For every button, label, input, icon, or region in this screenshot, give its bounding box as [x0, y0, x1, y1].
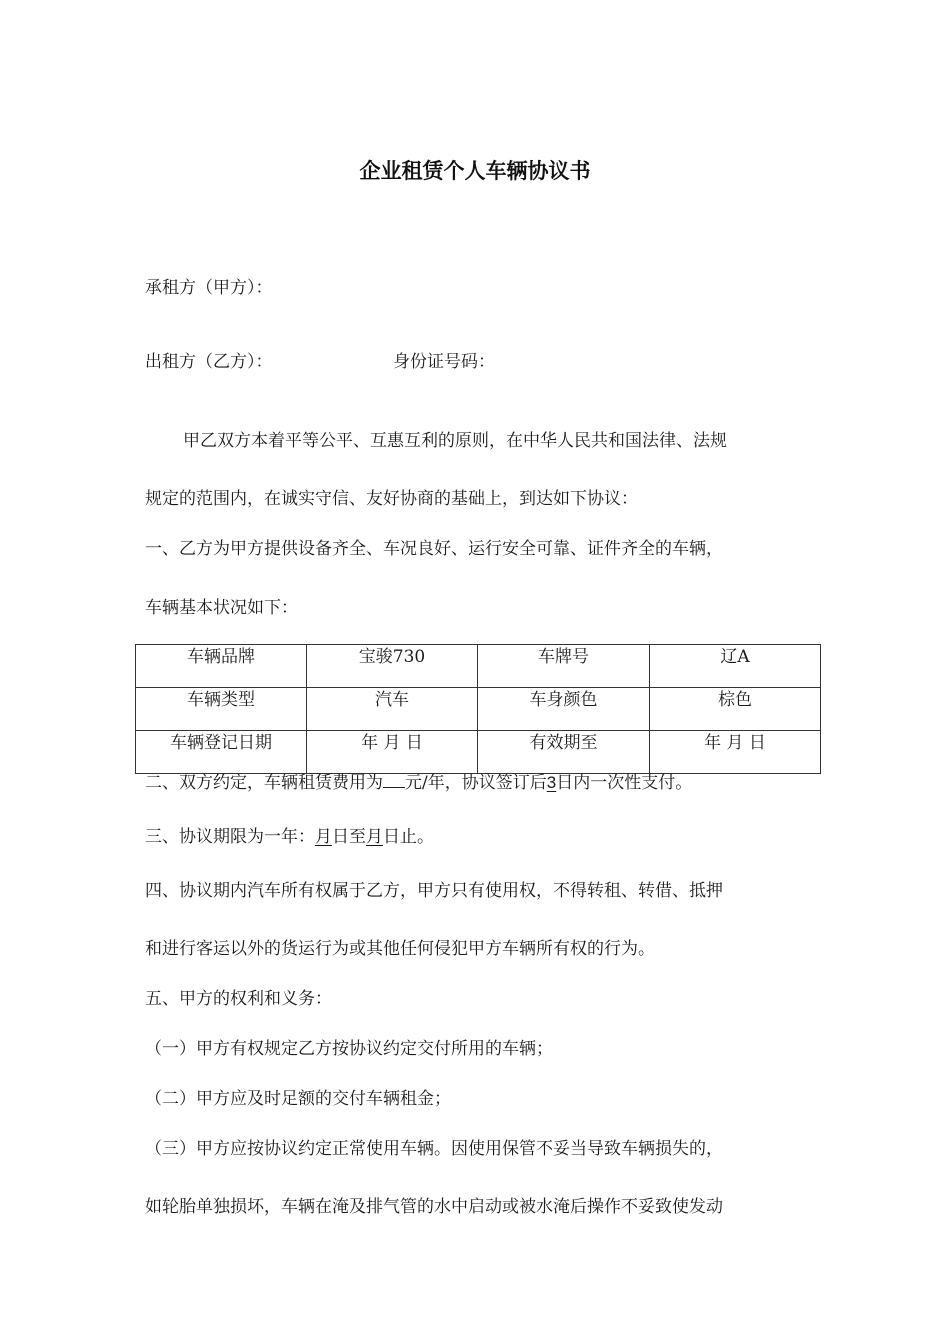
table-cell: 车辆登记日期	[136, 731, 307, 774]
payment-days: 3	[546, 773, 557, 792]
table-cell: 年 月 日	[650, 731, 821, 774]
clause-5-item-3-line-2: 如轮胎单独损坏，车辆在淹及排气管的水中启动或被水淹后操作不妥致使发动	[145, 1197, 723, 1217]
clause-2	[145, 772, 692, 794]
clause-5-heading: 五、甲方的权利和义务：	[145, 989, 332, 1009]
start-day: 日至	[332, 827, 366, 847]
clause-1-line-2: 车辆基本状况如下：	[145, 598, 298, 618]
end-day: 日止。	[383, 827, 434, 847]
table-cell: 汽车	[307, 688, 478, 731]
table-cell: 宝骏730	[307, 645, 478, 688]
table-row	[136, 688, 821, 731]
clause-2-suffix: 日内一次性支付。	[556, 773, 693, 793]
clause-5-item-1: （一）甲方有权规定乙方按协议约定交付所用的车辆；	[145, 1039, 553, 1059]
clause-4-line-1: 四、协议期内汽车所有权属于乙方，甲方只有使用权，不得转租、转借、抵押	[145, 881, 723, 901]
clause-3-prefix: 三、协议期限为一年：	[145, 827, 315, 847]
lessor-label: 出租方（乙方）：	[145, 352, 273, 372]
document-title: 企业租赁个人车辆协议书	[359, 159, 591, 183]
clause-2-mid: 元/年，协议签订后	[405, 773, 547, 793]
clause-5-item-3-line-1: （三）甲方应按协议约定正常使用车辆。因使用保管不妥当导致车辆损失的，	[145, 1139, 723, 1159]
table-cell: 车身颜色	[478, 688, 650, 731]
vehicle-info-table	[135, 644, 821, 774]
clause-1-line-1: 一、乙方为甲方提供设备齐全、车况良好、运行安全可靠、证件齐全的车辆，	[145, 539, 723, 559]
end-month: 月	[366, 827, 383, 847]
intro-line-2: 规定的范围内，在诚实守信、友好协商的基础上，到达如下协议：	[145, 489, 638, 509]
lessee-label: 承租方（甲方）：	[145, 278, 273, 298]
table-cell: 车牌号	[478, 645, 650, 688]
start-month: 月	[315, 827, 332, 847]
table-cell: 辽A	[650, 645, 821, 688]
table-row	[136, 731, 821, 774]
table-cell: 年 月 日	[307, 731, 478, 774]
id-number-label: 身份证号码：	[393, 352, 495, 372]
table-cell: 有效期至	[478, 731, 650, 774]
table-row	[136, 645, 821, 688]
table-cell: 车辆品牌	[136, 645, 307, 688]
table-cell: 棕色	[650, 688, 821, 731]
clause-2-prefix: 二、双方约定，车辆租赁费用为	[145, 773, 383, 793]
clause-5-item-2: （二）甲方应及时足额的交付车辆租金；	[145, 1089, 451, 1109]
fee-blank	[383, 772, 405, 788]
intro-line-1: 甲乙双方本着平等公平、互惠互利的原则，在中华人民共和国法律、法规	[183, 431, 727, 451]
table-cell: 车辆类型	[136, 688, 307, 731]
clause-3	[145, 826, 434, 848]
clause-4-line-2: 和进行客运以外的货运行为或其他任何侵犯甲方车辆所有权的行为。	[145, 939, 655, 959]
